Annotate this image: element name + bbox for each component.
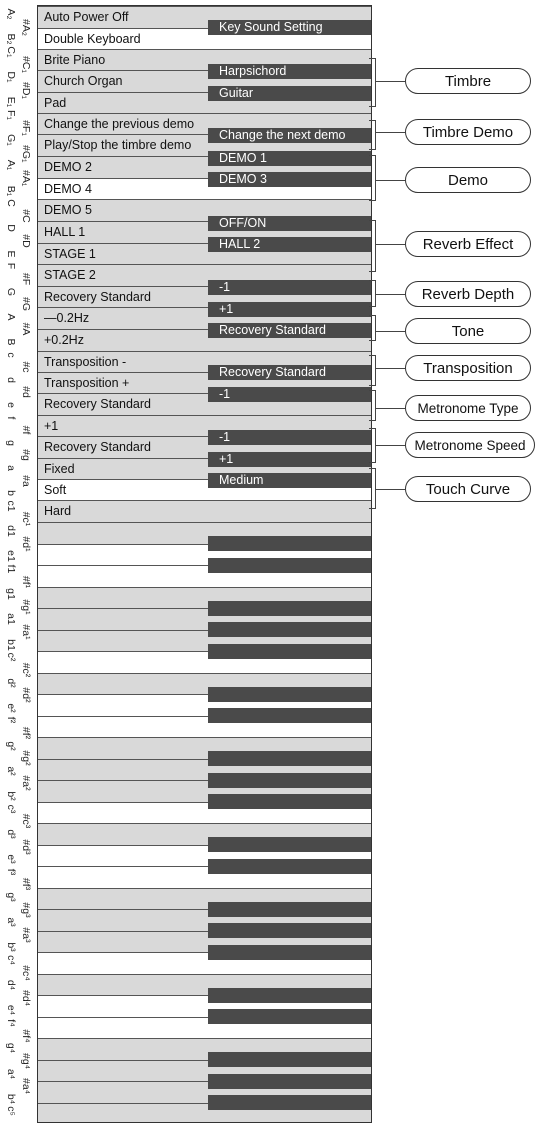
callout-bracket <box>375 220 376 271</box>
black-key: Recovery Standard <box>208 365 372 380</box>
bracket-tick <box>369 468 376 469</box>
bracket-tick <box>369 280 376 281</box>
white-key: STAGE 1 <box>38 243 372 264</box>
black-key <box>208 988 372 1003</box>
note-label: D₁ <box>5 71 17 83</box>
black-key: Harpsichord <box>208 64 372 79</box>
callout-connector <box>376 244 405 245</box>
note-label: d³ <box>5 829 17 839</box>
note-label: F₁ <box>5 109 17 120</box>
note-label: e³ <box>5 854 17 864</box>
white-key: Pad <box>38 92 372 113</box>
note-label: B <box>5 338 17 346</box>
callout-label: Transposition <box>405 355 531 381</box>
note-label: A <box>5 313 17 321</box>
note-label: C₁ <box>5 46 17 58</box>
white-key: Transposition + <box>38 372 372 393</box>
note-label: e <box>5 402 17 408</box>
black-key <box>208 773 372 788</box>
note-label: e⁴ <box>5 1005 17 1016</box>
note-label: #c <box>20 361 32 373</box>
callout-bracket <box>375 120 376 149</box>
note-label: #C <box>20 209 32 223</box>
note-label: G <box>5 287 17 296</box>
white-key: DEMO 4 <box>38 178 372 199</box>
black-key: -1 <box>208 430 372 445</box>
black-key: -1 <box>208 280 372 295</box>
bracket-tick <box>369 271 376 272</box>
note-label: g <box>5 439 17 446</box>
black-key: HALL 2 <box>208 237 372 252</box>
black-key <box>208 859 372 874</box>
note-label: #a¹ <box>20 624 32 640</box>
callout-label: Demo <box>405 167 531 193</box>
note-label: #A₂ <box>20 18 32 36</box>
black-key <box>208 1009 372 1024</box>
white-key: Transposition - <box>38 351 372 372</box>
black-key <box>208 536 372 551</box>
bracket-tick <box>369 149 376 150</box>
note-label: #F <box>20 272 32 285</box>
note-label: #g <box>20 449 32 462</box>
callout-connector <box>376 489 405 490</box>
note-label: #g¹ <box>20 599 32 615</box>
black-key: DEMO 3 <box>208 172 372 187</box>
note-label: #c² <box>20 662 32 678</box>
callout-connector <box>376 445 405 446</box>
white-key: DEMO 2 <box>38 156 372 178</box>
white-key: Play/Stop the timbre demo <box>38 134 372 156</box>
callout-connector <box>376 408 405 409</box>
note-label: b³ <box>5 942 17 953</box>
note-label: d⁴ <box>5 980 17 991</box>
callout-bracket <box>375 155 376 200</box>
note-label: b1 <box>5 638 17 651</box>
note-label: a³ <box>5 917 17 927</box>
callout-label: Reverb Depth <box>405 281 531 307</box>
callout-label: Tone <box>405 318 531 344</box>
note-label: e1 <box>5 550 17 563</box>
white-key: HALL 1 <box>38 221 372 243</box>
bracket-tick <box>369 462 376 463</box>
note-label: C <box>5 199 17 207</box>
black-key: Recovery Standard <box>208 323 372 338</box>
note-label: G₁ <box>5 134 17 146</box>
callout-label: Timbre <box>405 68 531 94</box>
note-label: #G₁ <box>20 144 32 163</box>
note-label: #D <box>20 234 32 248</box>
note-label: #C₁ <box>20 56 32 74</box>
white-key: +1 <box>38 415 372 436</box>
note-label: #c³ <box>20 813 32 829</box>
callout-connector <box>376 331 405 332</box>
note-label: c1 <box>5 500 17 512</box>
note-label: a² <box>5 766 17 776</box>
note-label: b² <box>5 791 17 801</box>
bracket-tick <box>369 120 376 121</box>
bracket-tick <box>369 200 376 201</box>
bracket-tick <box>369 58 376 59</box>
white-key: DEMO 5 <box>38 199 372 221</box>
note-label: #f³ <box>20 878 32 891</box>
note-label: b⁴ <box>5 1093 17 1104</box>
black-key: Key Sound Setting <box>208 20 372 35</box>
bracket-tick <box>369 355 376 356</box>
callout-label: Touch Curve <box>405 476 531 502</box>
white-key: Recovery Standard <box>38 436 372 458</box>
bracket-tick <box>369 390 376 391</box>
note-label: d1 <box>5 525 17 537</box>
callout-bracket <box>375 468 376 508</box>
note-label: f <box>5 416 17 420</box>
white-key: Hard <box>38 500 372 522</box>
callout-bracket <box>375 280 376 306</box>
black-key <box>208 708 372 723</box>
note-label: #a² <box>20 775 32 792</box>
black-key <box>208 622 372 637</box>
black-key <box>208 837 372 852</box>
black-key: +1 <box>208 452 372 467</box>
note-label: #f⁴ <box>20 1029 32 1043</box>
note-label: d <box>5 376 17 383</box>
callout-connector <box>376 180 405 181</box>
bracket-tick <box>369 106 376 107</box>
bracket-tick <box>369 220 376 221</box>
white-key: Auto Power Off <box>38 6 372 28</box>
note-label: D <box>5 224 17 233</box>
black-key <box>208 902 372 917</box>
bracket-tick <box>369 315 376 316</box>
note-label: E₁ <box>5 97 17 108</box>
black-key: -1 <box>208 387 372 402</box>
note-label: #d⁴ <box>20 989 32 1007</box>
white-key: —0.2Hz <box>38 307 372 329</box>
black-key <box>208 794 372 809</box>
note-label: #A₁ <box>20 169 32 187</box>
callout-bracket <box>375 58 376 106</box>
callout-connector <box>376 81 405 82</box>
black-key <box>208 751 372 766</box>
white-key: +0.2Hz <box>38 329 372 351</box>
note-label: #f¹ <box>20 575 32 588</box>
callout-label: Metronome Speed <box>405 432 535 458</box>
callout-label: Reverb Effect <box>405 231 531 257</box>
bracket-tick <box>369 420 376 421</box>
note-label: g1 <box>5 588 17 601</box>
piano-keyboard <box>37 5 372 1123</box>
note-label: c <box>5 351 17 358</box>
black-key <box>208 1052 372 1067</box>
note-label: d² <box>5 677 17 688</box>
note-label: f1 <box>5 564 17 574</box>
black-key <box>208 1074 372 1089</box>
white-key: Recovery Standard <box>38 286 372 307</box>
note-label: c⁵ <box>5 1106 17 1117</box>
note-label: c³ <box>5 804 17 814</box>
note-label: g³ <box>5 892 17 902</box>
note-label: #D₁ <box>20 81 32 99</box>
note-label: #G <box>20 297 32 312</box>
note-label: #f² <box>20 726 32 740</box>
note-label: a1 <box>5 613 17 626</box>
note-label: a <box>5 465 17 471</box>
note-label: B₂ <box>5 33 17 45</box>
note-label: c² <box>5 652 17 662</box>
note-label: #A <box>20 322 32 336</box>
white-key: STAGE 2 <box>38 264 372 286</box>
note-label: #a <box>20 474 32 487</box>
callout-connector <box>376 132 405 133</box>
note-label: A₂ <box>5 8 17 20</box>
white-key: Recovery Standard <box>38 393 372 415</box>
bracket-tick <box>369 306 376 307</box>
note-label: f³ <box>5 868 17 875</box>
callout-label: Metronome Type <box>405 395 531 421</box>
bracket-tick <box>369 385 376 386</box>
note-label: f⁴ <box>5 1019 17 1027</box>
note-label: E <box>5 250 17 258</box>
note-label: #d³ <box>20 838 32 855</box>
callout-bracket <box>375 355 376 385</box>
callout-connector <box>376 294 405 295</box>
note-label: #g⁴ <box>20 1052 32 1070</box>
black-key <box>208 687 372 702</box>
note-label: #F₁ <box>20 119 32 136</box>
black-key <box>208 644 372 659</box>
note-label: B₁ <box>5 185 17 196</box>
note-label: g² <box>5 740 17 751</box>
note-label: #a⁴ <box>20 1078 32 1095</box>
callout-bracket <box>375 390 376 420</box>
black-key <box>208 1095 372 1110</box>
black-key <box>208 558 372 573</box>
white-key: Change the previous demo <box>38 113 372 134</box>
note-label: #g³ <box>20 901 32 918</box>
note-label: #f <box>20 425 32 435</box>
black-key: Medium <box>208 473 372 488</box>
note-label: f² <box>5 717 17 724</box>
note-label: c⁴ <box>5 955 17 965</box>
black-key: Guitar <box>208 86 372 101</box>
note-label: e² <box>5 703 17 713</box>
white-key: Church Organ <box>38 70 372 92</box>
black-key: Change the next demo <box>208 128 372 143</box>
black-key: OFF/ON <box>208 216 372 231</box>
note-label: a⁴ <box>5 1068 17 1079</box>
bracket-tick <box>369 340 376 341</box>
note-label: #c⁴ <box>20 964 32 981</box>
note-label: A₁ <box>5 160 17 171</box>
black-key: DEMO 1 <box>208 151 372 166</box>
black-key: +1 <box>208 302 372 317</box>
note-label: b <box>5 490 17 497</box>
bracket-tick <box>369 508 376 509</box>
note-label: #d² <box>20 687 32 703</box>
bracket-tick <box>369 155 376 156</box>
callout-bracket <box>375 315 376 340</box>
note-label: F <box>5 263 17 270</box>
black-key <box>208 945 372 960</box>
note-label: #g² <box>20 750 32 766</box>
black-key <box>208 601 372 616</box>
note-label: #d¹ <box>20 536 32 552</box>
note-label: g⁴ <box>5 1043 17 1054</box>
black-key <box>208 923 372 938</box>
callout-label: Timbre Demo <box>405 119 531 145</box>
white-key: Soft <box>38 479 372 500</box>
note-label: #a³ <box>20 927 32 943</box>
note-label: #c¹ <box>20 511 32 526</box>
white-key: Fixed <box>38 458 372 479</box>
bracket-tick <box>369 428 376 429</box>
callout-connector <box>376 368 405 369</box>
white-key: Double Keyboard <box>38 28 372 49</box>
white-key: Brite Piano <box>38 49 372 70</box>
note-label: #d <box>20 386 32 399</box>
